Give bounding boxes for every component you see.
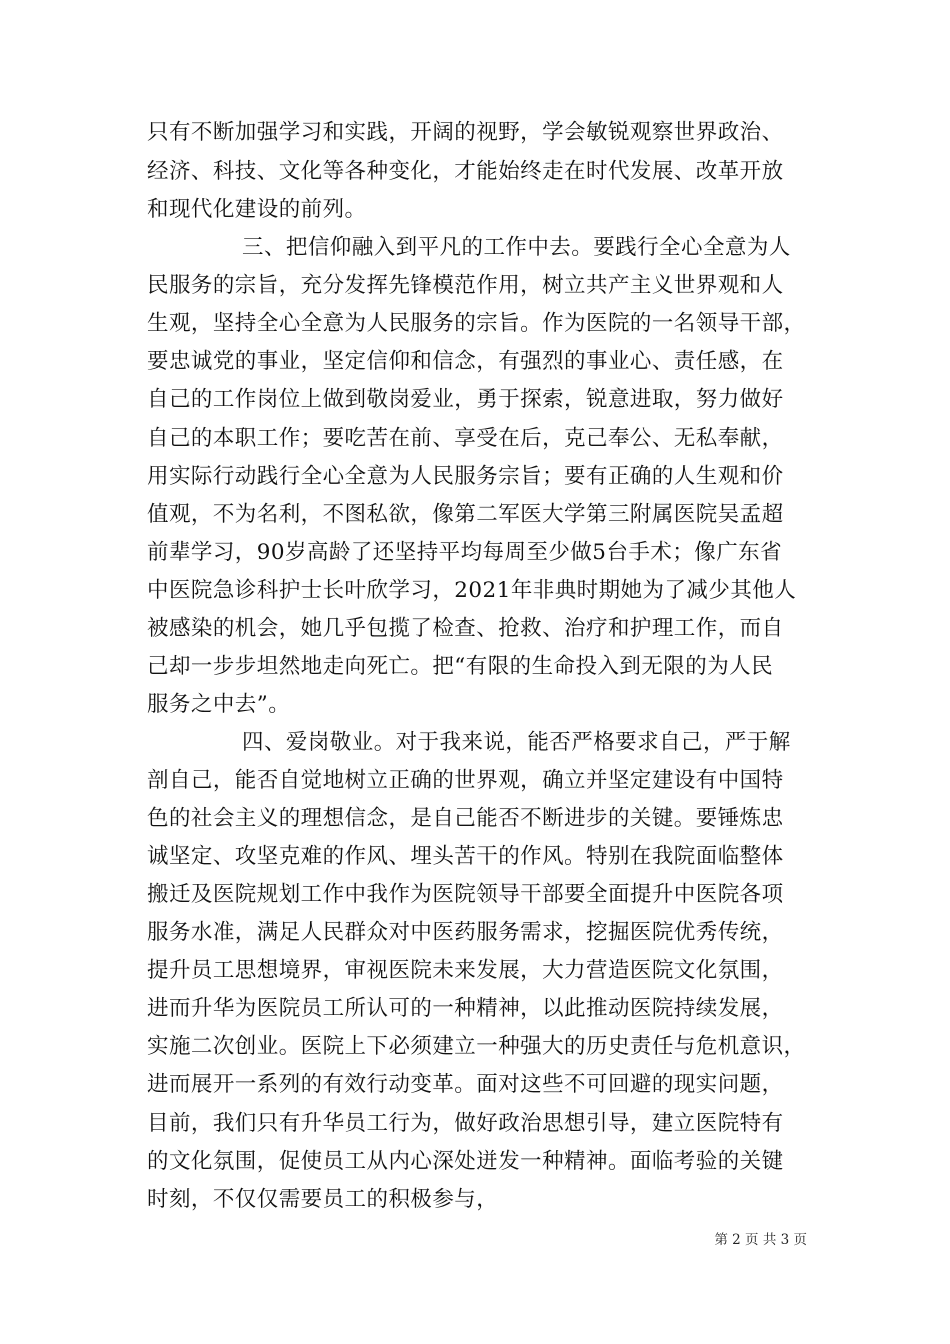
- paragraph-line: 被感染的机会，她几乎包揽了检查、抢救、治疗和护理工作，而自: [147, 616, 784, 641]
- paragraph-line: 进而升华为医院员工所认可的一种精神，以此推动医院持续发展，: [147, 996, 784, 1021]
- paragraph-line: 搬迁及医院规划工作中我作为医院领导干部要全面提升中医院各项: [147, 882, 784, 907]
- paragraph-line: 前辈学习，90岁高龄了还坚持平均每周至少做5台手术；像广东省: [147, 540, 783, 565]
- paragraph-line: 时刻，不仅仅需要员工的积极参与，: [147, 1187, 499, 1212]
- paragraph-line: 经济、科技、文化等各种变化，才能始终走在时代发展、改革开放: [147, 159, 784, 184]
- paragraph-line: 自己的工作岗位上做到敬岗爱业，勇于探索，锐意进取，努力做好: [147, 387, 784, 412]
- paragraph-line: 进而展开一系列的有效行动变革。面对这些不可回避的现实问题，: [147, 1072, 784, 1097]
- paragraph-line: 实施二次创业。医院上下必须建立一种强大的历史责任与危机意识，: [147, 1034, 806, 1059]
- paragraph-line: 只有不断加强学习和实践，开阔的视野，学会敏锐观察世界政治、: [147, 120, 784, 145]
- paragraph-line: 剖自己，能否自觉地树立正确的世界观，确立并坚定建设有中国特: [147, 768, 784, 793]
- paragraph-line: 用实际行动践行全心全意为人民服务宗旨；要有正确的人生观和价: [147, 464, 784, 489]
- section-heading-line: 三、把信仰融入到平凡的工作中去。要践行全心全意为人: [242, 235, 791, 260]
- paragraph-line: 提升员工思想境界，审视医院未来发展，大力营造医院文化氛围，: [147, 958, 784, 983]
- paragraph-line: 民服务的宗旨，充分发挥先锋模范作用，树立共产主义世界观和人: [147, 273, 784, 298]
- paragraph-line: 服务之中去”。: [147, 692, 291, 717]
- paragraph-line: 的文化氛围，促使员工从内心深处迸发一种精神。面临考验的关键: [147, 1149, 784, 1174]
- paragraph-line: 自己的本职工作；要吃苦在前、享受在后，克己奉公、无私奉献，: [147, 426, 784, 451]
- paragraph-line: 服务水准，满足人民群众对中医药服务需求，挖掘医院优秀传统，: [147, 920, 784, 945]
- paragraph-line: 中医院急诊科护士长叶欣学习，2021年非典时期她为了减少其他人: [147, 578, 797, 603]
- paragraph-line: 目前，我们只有升华员工行为，做好政治思想引导，建立医院特有: [147, 1111, 784, 1136]
- paragraph-line: 值观，不为名利，不图私欲，像第二军医大学第三附属医院吴孟超: [147, 502, 784, 527]
- paragraph-line: 要忠诚党的事业，坚定信仰和信念，有强烈的事业心、责任感，在: [147, 349, 784, 374]
- paragraph-line: 诚坚定、攻坚克难的作风、埋头苦干的作风。特别在我院面临整体: [147, 844, 784, 869]
- page-indicator: 第 2 页 共 3 页: [714, 1232, 807, 1248]
- paragraph-line: 和现代化建设的前列。: [147, 197, 367, 222]
- paragraph-line: 己却一步步坦然地走向死亡。把“有限的生命投入到无限的为人民: [147, 654, 774, 679]
- paragraph-line: 色的社会主义的理想信念，是自己能否不断进步的关键。要锤炼忠: [147, 806, 784, 831]
- section-heading-line: 四、爱岗敬业。对于我来说，能否严格要求自己，严于解: [242, 730, 791, 755]
- paragraph-line: 生观，坚持全心全意为人民服务的宗旨。作为医院的一名领导干部，: [147, 311, 806, 336]
